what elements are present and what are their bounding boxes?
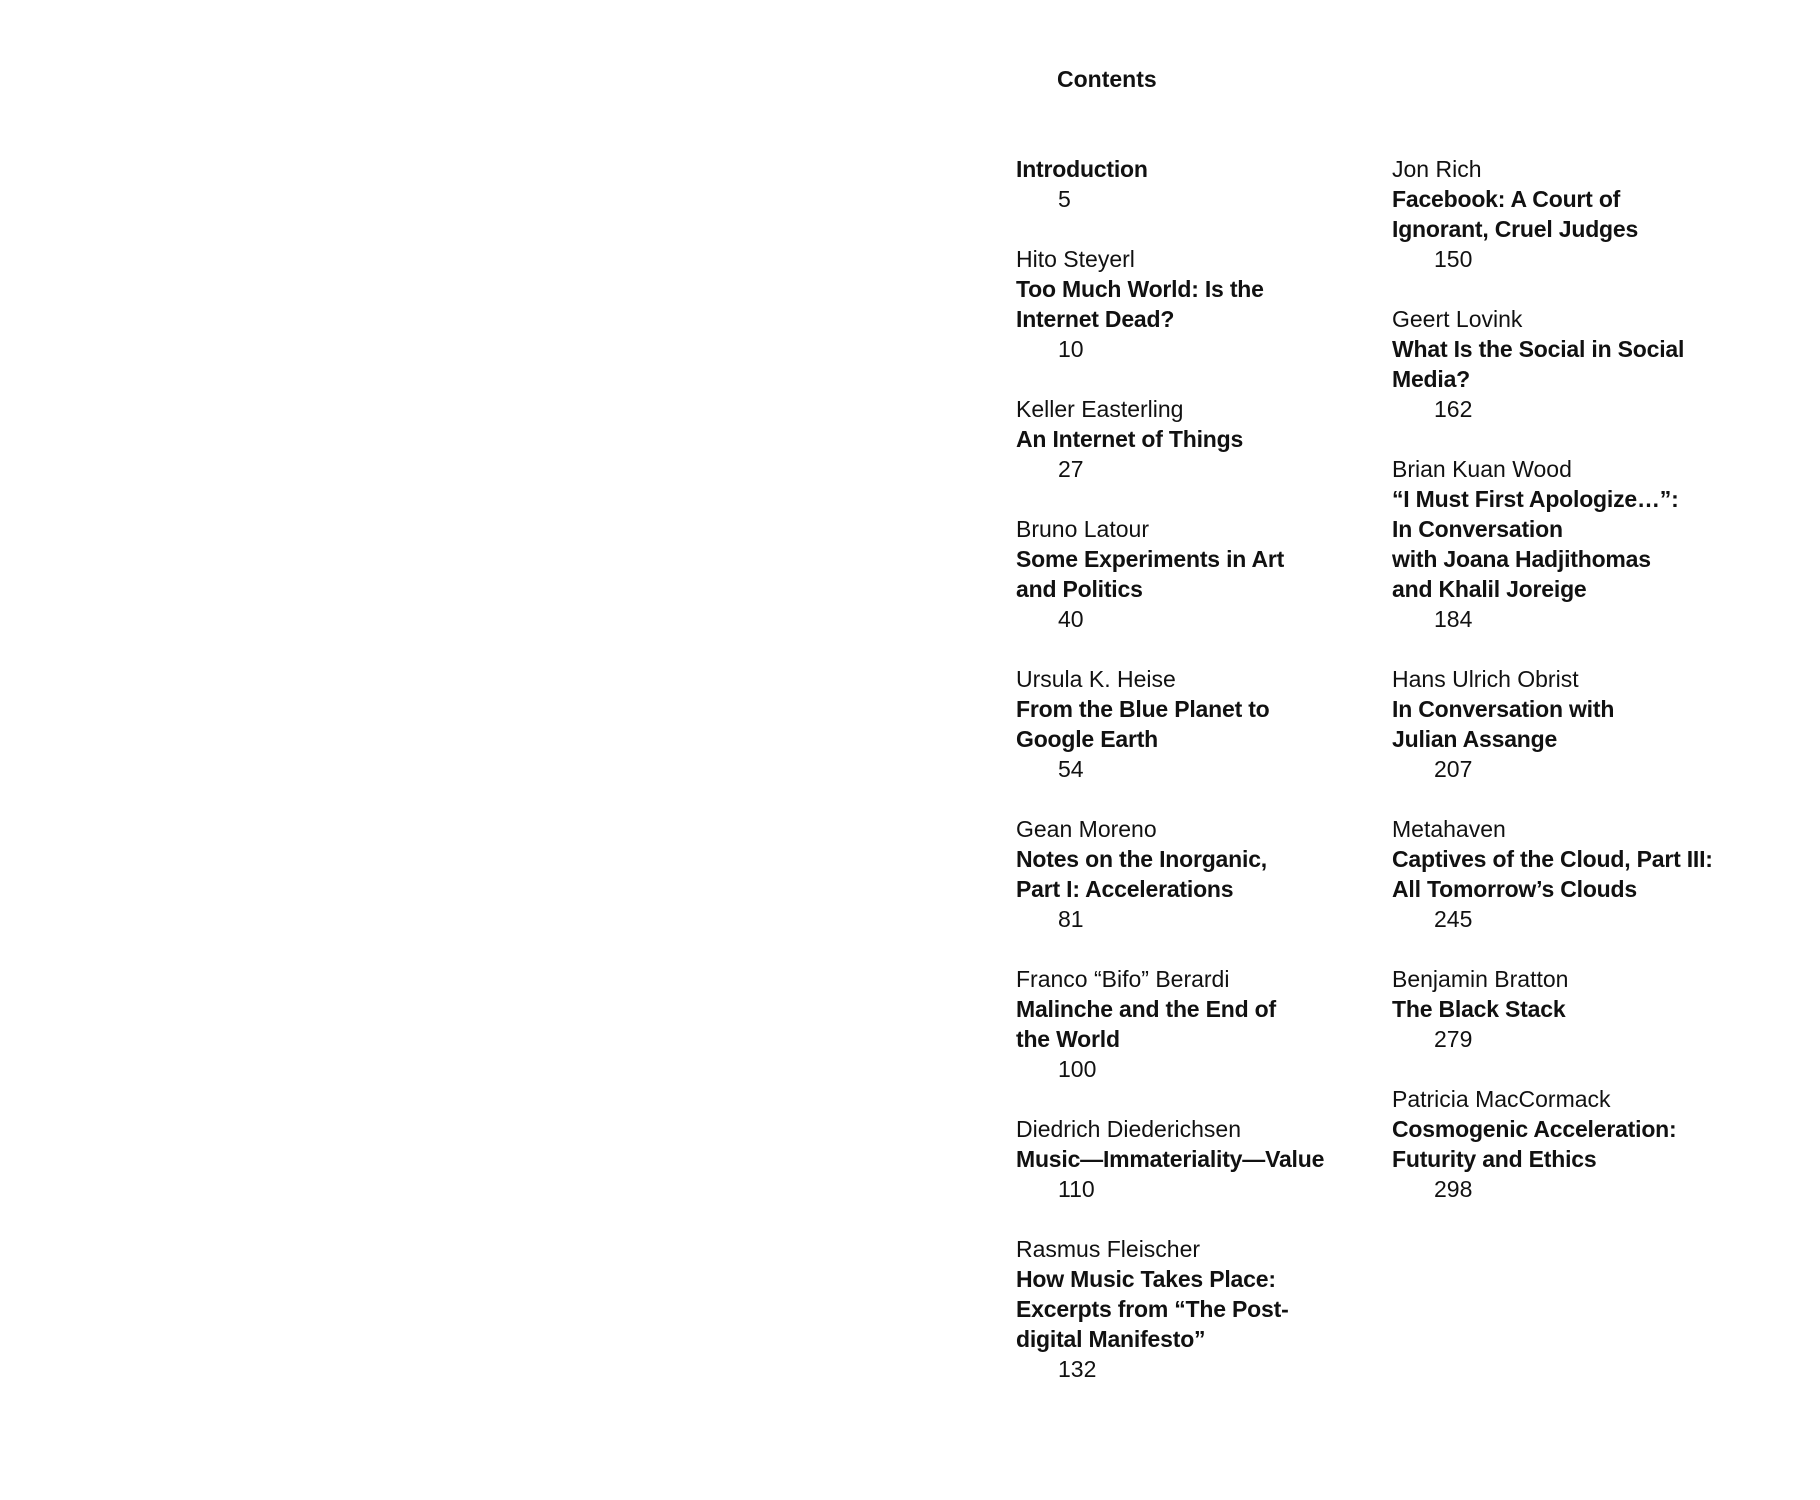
toc-entry-title: Facebook: A Court of Ignorant, Cruel Judges bbox=[1392, 186, 1639, 242]
toc-entry-author: Hito Steyerl bbox=[1016, 246, 1135, 272]
toc-entry bbox=[1392, 304, 1752, 424]
toc-entry-title: An Internet of Things bbox=[1016, 426, 1244, 452]
toc-entry bbox=[1016, 1234, 1376, 1384]
toc-entry-title: “I Must First Apologize…”: In Conversation with Joana Hadjithomas and Khalil Joreige bbox=[1392, 486, 1679, 602]
toc-entry-page: 54 bbox=[1058, 756, 1084, 782]
toc-entry-title: What Is the Social in Social Media? bbox=[1392, 336, 1685, 392]
toc-entry-title: Some Experiments in Art and Politics bbox=[1016, 546, 1285, 602]
toc-entry-title: Malinche and the End of the World bbox=[1016, 996, 1276, 1052]
toc-entry-title: Music—Immateriality—Value bbox=[1016, 1146, 1325, 1172]
toc-entry-title: The Black Stack bbox=[1392, 996, 1566, 1022]
contents-heading: Contents bbox=[1057, 66, 1157, 92]
toc-entry bbox=[1016, 1114, 1376, 1204]
toc-entry-author: Geert Lovink bbox=[1392, 306, 1523, 332]
toc-entry-author: Rasmus Fleischer bbox=[1016, 1236, 1201, 1262]
toc-entry-author: Franco “Bifo” Berardi bbox=[1016, 966, 1230, 992]
toc-entry-author: Ursula K. Heise bbox=[1016, 666, 1176, 692]
toc-entry bbox=[1392, 964, 1752, 1054]
toc-entry bbox=[1016, 394, 1376, 484]
toc-entry-title: From the Blue Planet to Google Earth bbox=[1016, 696, 1270, 752]
toc-entry-title: Too Much World: Is the Internet Dead? bbox=[1016, 276, 1264, 332]
toc-entry-page: 81 bbox=[1058, 906, 1084, 932]
toc-entry-page: 10 bbox=[1058, 336, 1084, 362]
toc-entry-title: How Music Takes Place: Excerpts from “The Post- digital Manifesto” bbox=[1016, 1266, 1289, 1352]
toc-entry-page: 279 bbox=[1434, 1026, 1473, 1052]
toc-entry-title: Notes on the Inorganic, Part I: Accelerations bbox=[1016, 846, 1267, 902]
toc-entry-author: Patricia MacCormack bbox=[1392, 1086, 1611, 1112]
toc-entry-title: Introduction bbox=[1016, 156, 1148, 182]
toc-entry-author: Keller Easterling bbox=[1016, 396, 1184, 422]
toc-entry-page: 110 bbox=[1058, 1176, 1095, 1202]
toc-entry-page: 184 bbox=[1434, 606, 1473, 632]
toc-entry bbox=[1392, 454, 1752, 634]
toc-entry-author: Brian Kuan Wood bbox=[1392, 456, 1572, 482]
toc-entry-author: Jon Rich bbox=[1392, 156, 1482, 182]
toc-entry-page: 162 bbox=[1434, 396, 1473, 422]
toc-entry-page: 27 bbox=[1058, 456, 1084, 482]
toc-entry-page: 245 bbox=[1434, 906, 1473, 932]
toc-entry bbox=[1392, 814, 1752, 934]
toc-entry-page: 150 bbox=[1434, 246, 1473, 272]
toc-entry-author: Gean Moreno bbox=[1016, 816, 1157, 842]
contents-column-right bbox=[1392, 154, 1752, 1204]
toc-entry bbox=[1016, 664, 1376, 784]
contents-column-left bbox=[1016, 154, 1376, 1384]
toc-entry-author: Hans Ulrich Obrist bbox=[1392, 666, 1579, 692]
toc-entry-author: Metahaven bbox=[1392, 816, 1506, 842]
toc-entry-title: Cosmogenic Acceleration: Futurity and Ethics bbox=[1392, 1116, 1677, 1172]
toc-entry-page: 40 bbox=[1058, 606, 1084, 632]
toc-entry-page: 100 bbox=[1058, 1056, 1097, 1082]
toc-entry-page: 5 bbox=[1058, 186, 1071, 212]
toc-entry-author: Diedrich Diederichsen bbox=[1016, 1116, 1241, 1142]
toc-entry-title: In Conversation with Julian Assange bbox=[1392, 696, 1615, 752]
toc-entry bbox=[1016, 154, 1376, 214]
toc-entry-title: Captives of the Cloud, Part III: All Tomorrow’s Clouds bbox=[1392, 846, 1713, 902]
toc-entry-page: 132 bbox=[1058, 1356, 1097, 1382]
toc-entry bbox=[1016, 244, 1376, 364]
toc-entry-page: 207 bbox=[1434, 756, 1473, 782]
toc-entry bbox=[1392, 1084, 1752, 1204]
toc-entry-page: 298 bbox=[1434, 1176, 1473, 1202]
toc-entry bbox=[1016, 814, 1376, 934]
toc-entry bbox=[1016, 964, 1376, 1084]
toc-entry bbox=[1392, 154, 1752, 274]
toc-entry-author: Bruno Latour bbox=[1016, 516, 1149, 542]
toc-entry bbox=[1016, 514, 1376, 634]
toc-entry bbox=[1392, 664, 1752, 784]
toc-entry-author: Benjamin Bratton bbox=[1392, 966, 1569, 992]
